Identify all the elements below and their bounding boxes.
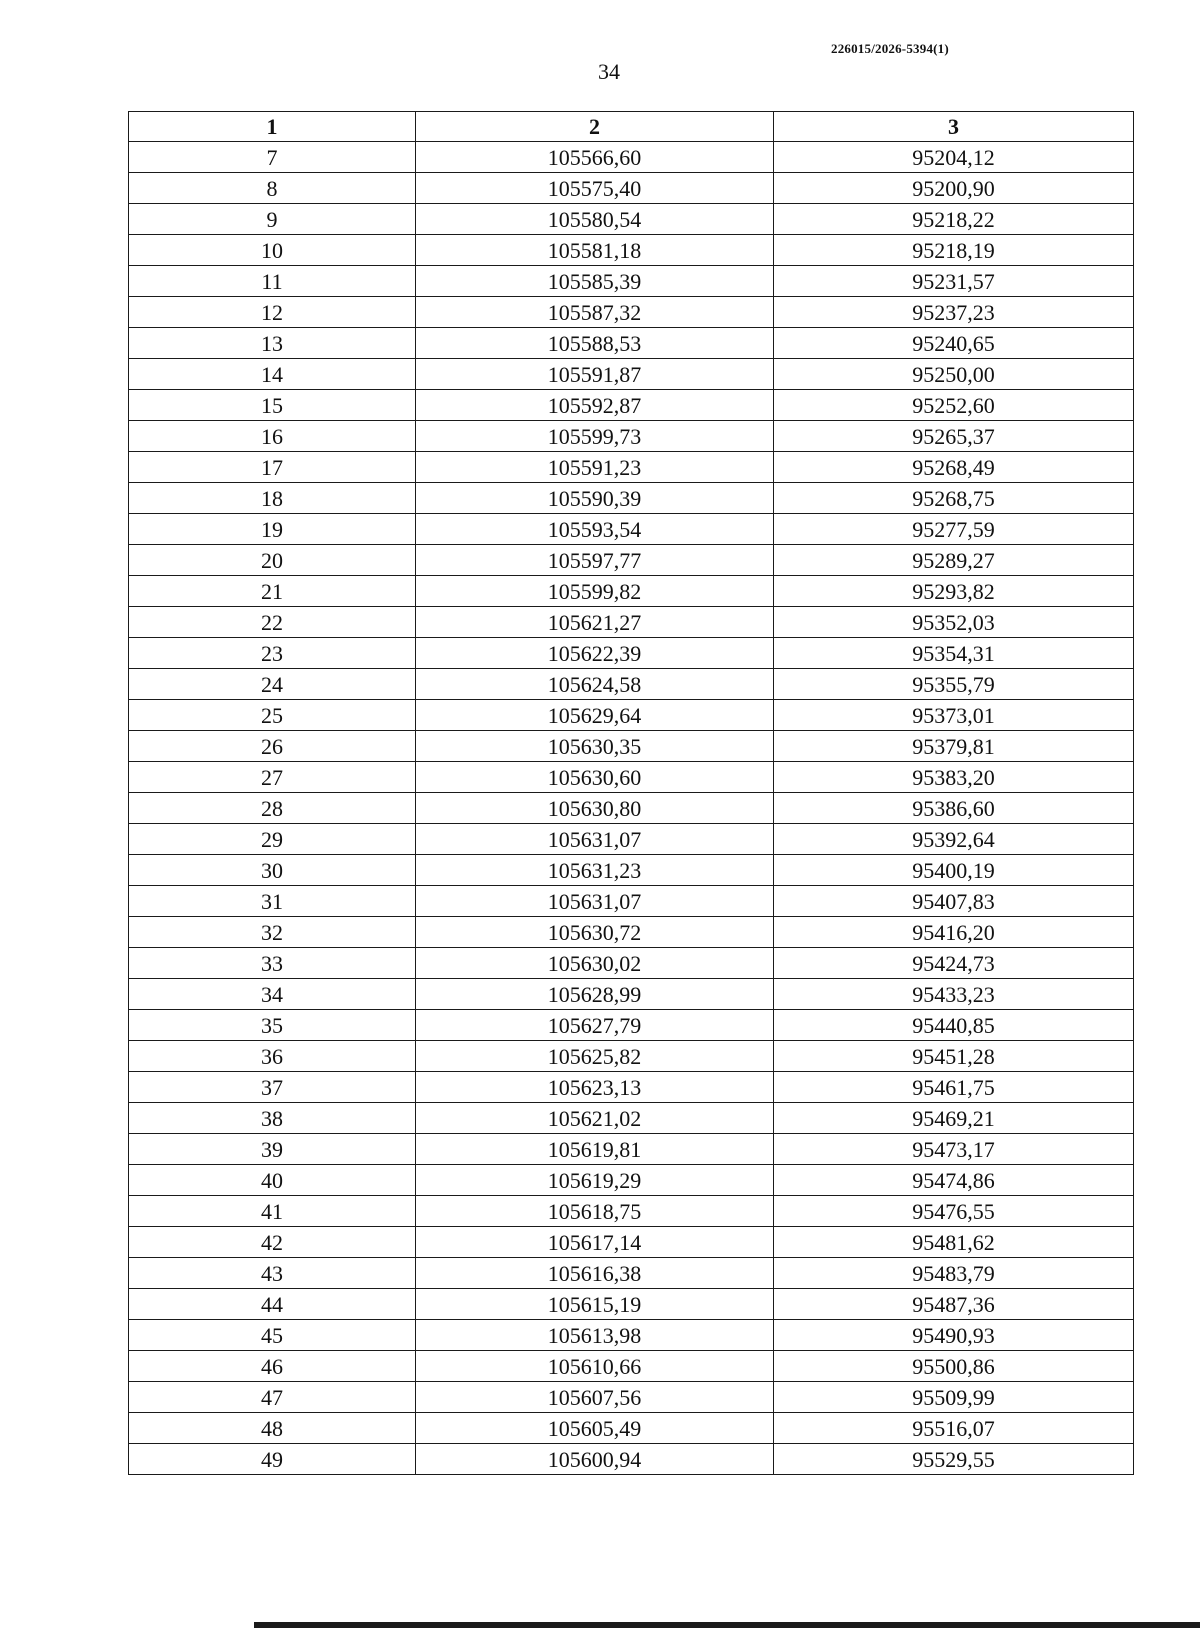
x-coordinate-cell: 105629,64 [416, 700, 774, 731]
y-coordinate-cell: 95250,00 [774, 359, 1134, 390]
x-coordinate-cell: 105590,39 [416, 483, 774, 514]
table-row [129, 514, 1134, 545]
table-row [129, 1382, 1134, 1413]
table-row [129, 1103, 1134, 1134]
table-row [129, 762, 1134, 793]
row-number-cell: 49 [129, 1444, 416, 1475]
y-coordinate-cell: 95352,03 [774, 607, 1134, 638]
x-coordinate-cell: 105619,29 [416, 1165, 774, 1196]
row-number-cell: 32 [129, 917, 416, 948]
x-coordinate-cell: 105585,39 [416, 266, 774, 297]
row-number-cell: 9 [129, 204, 416, 235]
y-coordinate-cell: 95474,86 [774, 1165, 1134, 1196]
row-number-cell: 42 [129, 1227, 416, 1258]
y-coordinate-cell: 95487,36 [774, 1289, 1134, 1320]
x-coordinate-cell: 105588,53 [416, 328, 774, 359]
x-coordinate-cell: 105631,07 [416, 824, 774, 855]
table-row [129, 328, 1134, 359]
x-coordinate-cell: 105615,19 [416, 1289, 774, 1320]
y-coordinate-cell: 95293,82 [774, 576, 1134, 607]
y-coordinate-cell: 95392,64 [774, 824, 1134, 855]
row-number-cell: 29 [129, 824, 416, 855]
row-number-cell: 7 [129, 142, 416, 173]
y-coordinate-cell: 95204,12 [774, 142, 1134, 173]
y-coordinate-cell: 95400,19 [774, 855, 1134, 886]
row-number-cell: 28 [129, 793, 416, 824]
x-coordinate-cell: 105616,38 [416, 1258, 774, 1289]
y-coordinate-cell: 95268,49 [774, 452, 1134, 483]
page-number: 34 [598, 59, 620, 84]
y-coordinate-cell: 95469,21 [774, 1103, 1134, 1134]
x-coordinate-cell: 105623,13 [416, 1072, 774, 1103]
row-number-cell: 34 [129, 979, 416, 1010]
table-row [129, 1134, 1134, 1165]
table-row [129, 266, 1134, 297]
x-coordinate-cell: 105575,40 [416, 173, 774, 204]
x-coordinate-cell: 105599,73 [416, 421, 774, 452]
table-row [129, 886, 1134, 917]
y-coordinate-cell: 95231,57 [774, 266, 1134, 297]
y-coordinate-cell: 95473,17 [774, 1134, 1134, 1165]
y-coordinate-cell: 95252,60 [774, 390, 1134, 421]
row-number-cell: 38 [129, 1103, 416, 1134]
row-number-cell: 48 [129, 1413, 416, 1444]
column-header-3: 3 [774, 112, 1134, 142]
y-coordinate-cell: 95386,60 [774, 793, 1134, 824]
row-number-cell: 41 [129, 1196, 416, 1227]
x-coordinate-cell: 105599,82 [416, 576, 774, 607]
y-coordinate-cell: 95476,55 [774, 1196, 1134, 1227]
x-coordinate-cell: 105618,75 [416, 1196, 774, 1227]
y-coordinate-cell: 95490,93 [774, 1320, 1134, 1351]
x-coordinate-cell: 105581,18 [416, 235, 774, 266]
table-row [129, 1320, 1134, 1351]
row-number-cell: 44 [129, 1289, 416, 1320]
y-coordinate-cell: 95481,62 [774, 1227, 1134, 1258]
table-row [129, 979, 1134, 1010]
x-coordinate-cell: 105631,23 [416, 855, 774, 886]
x-coordinate-cell: 105624,58 [416, 669, 774, 700]
table-row [129, 917, 1134, 948]
x-coordinate-cell: 105617,14 [416, 1227, 774, 1258]
document-code: 226015/2026-5394(1) [831, 41, 949, 56]
table-row [129, 1351, 1134, 1382]
x-coordinate-cell: 105597,77 [416, 545, 774, 576]
table-row [129, 390, 1134, 421]
table-row [129, 483, 1134, 514]
column-header-1: 1 [129, 112, 416, 142]
y-coordinate-cell: 95237,23 [774, 297, 1134, 328]
table-row [129, 545, 1134, 576]
table-row [129, 1072, 1134, 1103]
x-coordinate-cell: 105619,81 [416, 1134, 774, 1165]
column-header-2: 2 [416, 112, 774, 142]
row-number-cell: 36 [129, 1041, 416, 1072]
y-coordinate-cell: 95268,75 [774, 483, 1134, 514]
table-row [129, 173, 1134, 204]
x-coordinate-cell: 105621,02 [416, 1103, 774, 1134]
row-number-cell: 8 [129, 173, 416, 204]
row-number-cell: 37 [129, 1072, 416, 1103]
x-coordinate-cell: 105610,66 [416, 1351, 774, 1382]
header-row [129, 112, 1134, 142]
table-header [129, 112, 1134, 142]
table-row [129, 1227, 1134, 1258]
table-row [129, 669, 1134, 700]
x-coordinate-cell: 105622,39 [416, 638, 774, 669]
row-number-cell: 31 [129, 886, 416, 917]
row-number-cell: 47 [129, 1382, 416, 1413]
table-row [129, 142, 1134, 173]
x-coordinate-cell: 105631,07 [416, 886, 774, 917]
x-coordinate-cell: 105593,54 [416, 514, 774, 545]
table-row [129, 1413, 1134, 1444]
row-number-cell: 45 [129, 1320, 416, 1351]
y-coordinate-cell: 95277,59 [774, 514, 1134, 545]
row-number-cell: 46 [129, 1351, 416, 1382]
y-coordinate-cell: 95424,73 [774, 948, 1134, 979]
coordinates-table-container [128, 111, 1133, 1475]
y-coordinate-cell: 95240,65 [774, 328, 1134, 359]
x-coordinate-cell: 105625,82 [416, 1041, 774, 1072]
y-coordinate-cell: 95433,23 [774, 979, 1134, 1010]
y-coordinate-cell: 95407,83 [774, 886, 1134, 917]
row-number-cell: 17 [129, 452, 416, 483]
x-coordinate-cell: 105605,49 [416, 1413, 774, 1444]
row-number-cell: 23 [129, 638, 416, 669]
table-row [129, 204, 1134, 235]
row-number-cell: 20 [129, 545, 416, 576]
row-number-cell: 14 [129, 359, 416, 390]
row-number-cell: 43 [129, 1258, 416, 1289]
x-coordinate-cell: 105630,80 [416, 793, 774, 824]
y-coordinate-cell: 95289,27 [774, 545, 1134, 576]
table-row [129, 421, 1134, 452]
y-coordinate-cell: 95373,01 [774, 700, 1134, 731]
x-coordinate-cell: 105587,32 [416, 297, 774, 328]
x-coordinate-cell: 105630,35 [416, 731, 774, 762]
row-number-cell: 27 [129, 762, 416, 793]
table-row [129, 731, 1134, 762]
table-row [129, 1165, 1134, 1196]
table-row [129, 948, 1134, 979]
row-number-cell: 22 [129, 607, 416, 638]
y-coordinate-cell: 95509,99 [774, 1382, 1134, 1413]
coordinates-table [128, 111, 1134, 1475]
table-row [129, 235, 1134, 266]
row-number-cell: 21 [129, 576, 416, 607]
table-row [129, 359, 1134, 390]
x-coordinate-cell: 105591,23 [416, 452, 774, 483]
scan-edge-bar [254, 1622, 1200, 1628]
table-row [129, 1289, 1134, 1320]
x-coordinate-cell: 105628,99 [416, 979, 774, 1010]
row-number-cell: 19 [129, 514, 416, 545]
table-row [129, 1258, 1134, 1289]
y-coordinate-cell: 95500,86 [774, 1351, 1134, 1382]
y-coordinate-cell: 95440,85 [774, 1010, 1134, 1041]
table-body [129, 142, 1134, 1475]
y-coordinate-cell: 95218,22 [774, 204, 1134, 235]
table-row [129, 607, 1134, 638]
x-coordinate-cell: 105621,27 [416, 607, 774, 638]
y-coordinate-cell: 95461,75 [774, 1072, 1134, 1103]
table-row [129, 452, 1134, 483]
x-coordinate-cell: 105592,87 [416, 390, 774, 421]
row-number-cell: 35 [129, 1010, 416, 1041]
x-coordinate-cell: 105630,72 [416, 917, 774, 948]
y-coordinate-cell: 95451,28 [774, 1041, 1134, 1072]
row-number-cell: 24 [129, 669, 416, 700]
y-coordinate-cell: 95379,81 [774, 731, 1134, 762]
table-row [129, 793, 1134, 824]
row-number-cell: 26 [129, 731, 416, 762]
x-coordinate-cell: 105580,54 [416, 204, 774, 235]
row-number-cell: 15 [129, 390, 416, 421]
table-row [129, 1010, 1134, 1041]
row-number-cell: 10 [129, 235, 416, 266]
x-coordinate-cell: 105600,94 [416, 1444, 774, 1475]
row-number-cell: 18 [129, 483, 416, 514]
row-number-cell: 16 [129, 421, 416, 452]
y-coordinate-cell: 95383,20 [774, 762, 1134, 793]
x-coordinate-cell: 105607,56 [416, 1382, 774, 1413]
x-coordinate-cell: 105630,02 [416, 948, 774, 979]
table-row [129, 1444, 1134, 1475]
y-coordinate-cell: 95200,90 [774, 173, 1134, 204]
y-coordinate-cell: 95416,20 [774, 917, 1134, 948]
row-number-cell: 30 [129, 855, 416, 886]
table-row [129, 824, 1134, 855]
x-coordinate-cell: 105591,87 [416, 359, 774, 390]
row-number-cell: 11 [129, 266, 416, 297]
table-row [129, 1041, 1134, 1072]
row-number-cell: 13 [129, 328, 416, 359]
y-coordinate-cell: 95218,19 [774, 235, 1134, 266]
row-number-cell: 33 [129, 948, 416, 979]
y-coordinate-cell: 95355,79 [774, 669, 1134, 700]
row-number-cell: 25 [129, 700, 416, 731]
table-row [129, 700, 1134, 731]
x-coordinate-cell: 105630,60 [416, 762, 774, 793]
table-row [129, 638, 1134, 669]
y-coordinate-cell: 95265,37 [774, 421, 1134, 452]
table-row [129, 855, 1134, 886]
x-coordinate-cell: 105627,79 [416, 1010, 774, 1041]
table-row [129, 1196, 1134, 1227]
row-number-cell: 12 [129, 297, 416, 328]
x-coordinate-cell: 105566,60 [416, 142, 774, 173]
y-coordinate-cell: 95354,31 [774, 638, 1134, 669]
table-row [129, 576, 1134, 607]
table-row [129, 297, 1134, 328]
row-number-cell: 40 [129, 1165, 416, 1196]
y-coordinate-cell: 95483,79 [774, 1258, 1134, 1289]
row-number-cell: 39 [129, 1134, 416, 1165]
y-coordinate-cell: 95529,55 [774, 1444, 1134, 1475]
y-coordinate-cell: 95516,07 [774, 1413, 1134, 1444]
x-coordinate-cell: 105613,98 [416, 1320, 774, 1351]
